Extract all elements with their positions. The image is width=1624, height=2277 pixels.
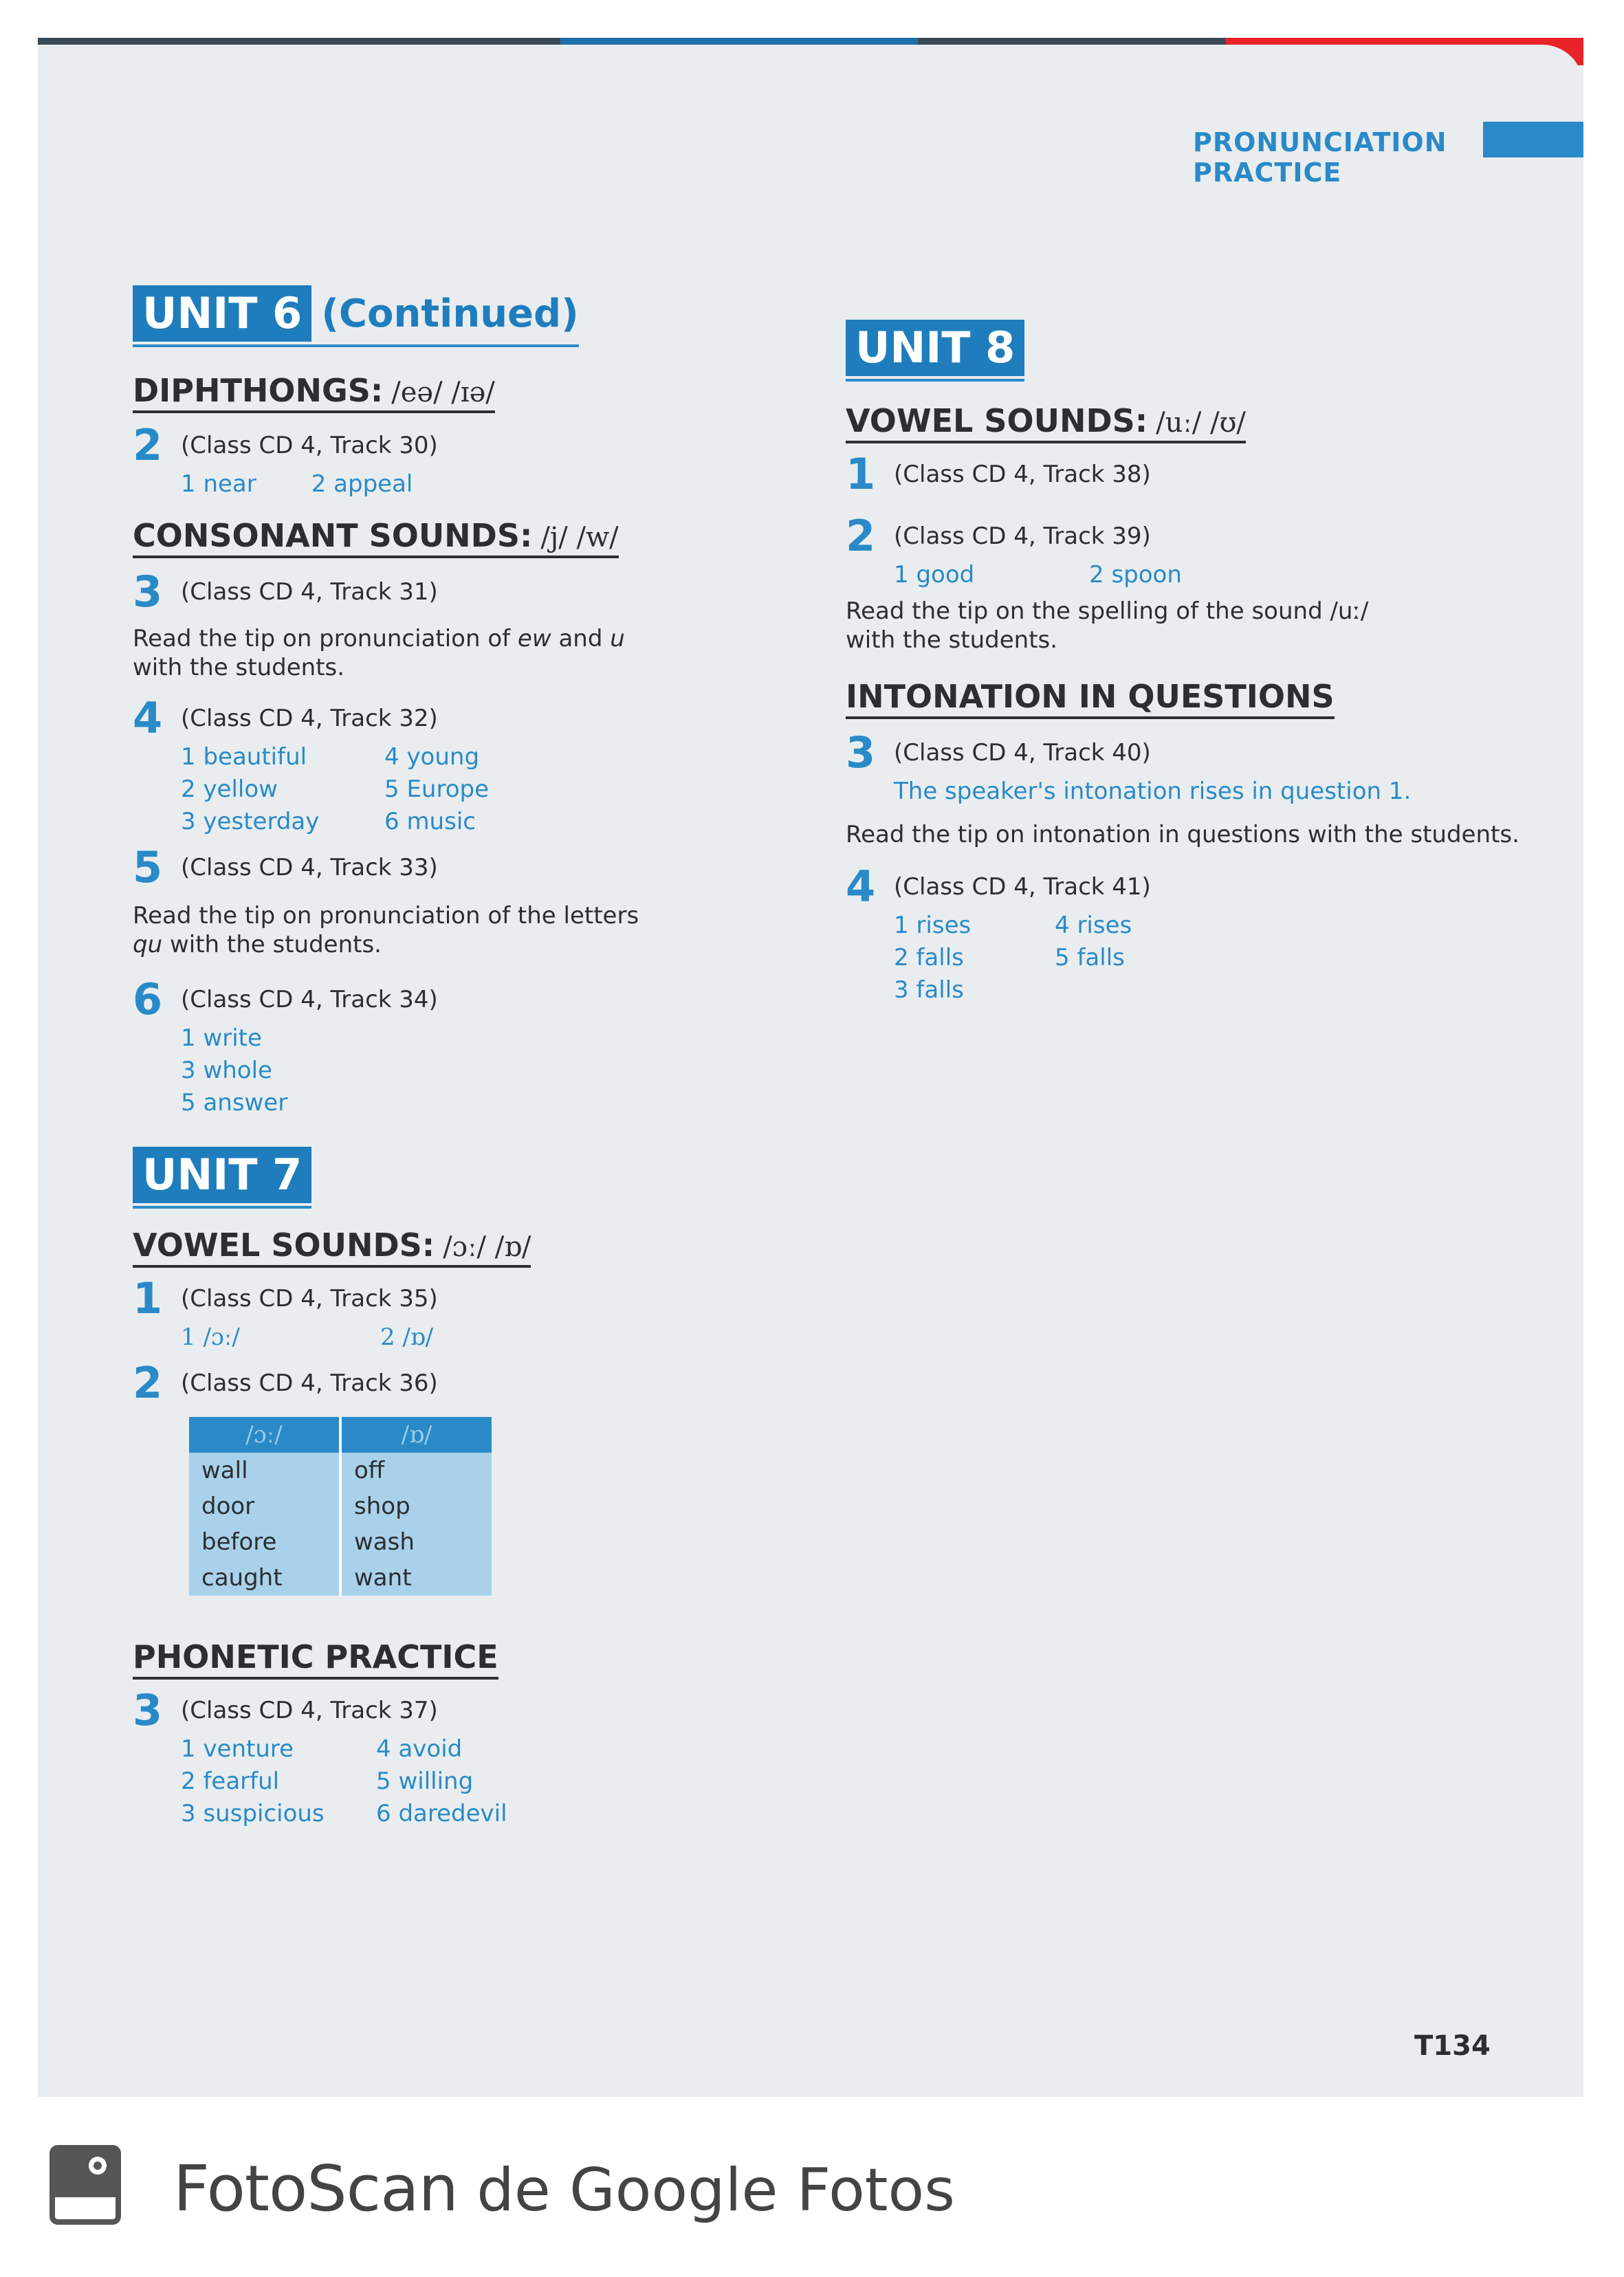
track-reference: (Class CD 4, Track 37) <box>181 1697 438 1724</box>
exercise-5 <box>133 842 793 892</box>
exercise-number: 3 <box>133 1685 163 1735</box>
exercise-6 <box>133 974 793 1119</box>
table-cell: wash <box>340 1524 492 1560</box>
table-cell: before <box>189 1524 340 1560</box>
table-row <box>189 1488 492 1524</box>
exercise-number: 1 <box>846 449 876 499</box>
unit-badge: UNIT 8 <box>846 320 1024 376</box>
track-reference: (Class CD 4, Track 30) <box>181 432 438 459</box>
running-header: PRONUNCIATION PRACTICE <box>1193 127 1447 188</box>
table-cell: wall <box>189 1453 340 1488</box>
answer: 3 falls <box>894 976 964 1004</box>
header-accent-bar <box>1483 122 1583 157</box>
scanned-page-photo <box>38 38 1583 2097</box>
tip-note: Read the tip on pronunciation of the letters qu with the students. <box>133 902 639 958</box>
answer: 1 beautiful <box>181 743 307 771</box>
exercise-number: 4 <box>133 693 163 743</box>
section-title: CONSONANT SOUNDS: <box>133 517 533 554</box>
tip-note: Read the tip on intonation in questions with the students. <box>846 821 1519 848</box>
table-cell: shop <box>340 1488 492 1524</box>
unit-7-heading <box>133 1147 311 1209</box>
answer: 5 falls <box>1055 944 1125 971</box>
sound-table <box>189 1417 492 1596</box>
table-cell: caught <box>189 1560 340 1596</box>
unit-badge: UNIT 6 <box>133 285 311 342</box>
answer: 4 young <box>384 743 480 771</box>
exercise-3 <box>133 566 793 617</box>
exercise-number: 5 <box>133 842 163 892</box>
tip-note: Read the tip on the spelling of the sound /uː/ with the students. <box>846 597 1369 654</box>
phonetic-symbols: /uː/ /ʊ/ <box>1156 407 1246 439</box>
track-reference: (Class CD 4, Track 35) <box>181 1285 438 1312</box>
exercise-3 <box>846 727 1533 808</box>
phonetic-symbols: /eə/ /ɪə/ <box>391 377 495 408</box>
exercise-number: 3 <box>133 566 163 617</box>
track-reference: (Class CD 4, Track 33) <box>181 854 438 881</box>
answer: 2 spoon <box>1089 561 1182 588</box>
answer: 2 appeal <box>311 470 413 498</box>
left-column <box>133 285 793 1830</box>
answer: 6 music <box>384 808 476 835</box>
unit-8-heading <box>846 320 1024 382</box>
track-reference: (Class CD 4, Track 34) <box>181 986 438 1013</box>
section-consonant-sounds <box>133 517 793 558</box>
answer: 1 near <box>181 470 256 498</box>
answer: 6 daredevil <box>376 1800 507 1827</box>
answer: 1 /ɔː/ <box>181 1323 240 1351</box>
exercise-1 <box>133 1273 793 1354</box>
exercise-4 <box>846 861 1533 1006</box>
exercise-number: 2 <box>133 420 163 470</box>
answer: 2 falls <box>894 944 964 971</box>
answer: 3 yesterday <box>181 808 320 835</box>
section-vowel-sounds <box>846 402 1533 443</box>
track-reference: (Class CD 4, Track 36) <box>181 1370 438 1397</box>
answer: 5 willing <box>376 1768 474 1795</box>
answer: 2 fearful <box>181 1768 280 1795</box>
table-row <box>189 1453 492 1488</box>
answer <box>1055 974 1192 1006</box>
exercise-number: 4 <box>846 861 876 912</box>
table-cell: want <box>340 1560 492 1596</box>
photo-scan-icon <box>50 2145 121 2225</box>
table-row <box>189 1560 492 1596</box>
section-title: PHONETIC PRACTICE <box>133 1638 498 1680</box>
answer: 5 Europe <box>384 776 490 803</box>
section-intonation <box>846 678 1533 719</box>
footer-brand: FotoScan <box>173 2152 458 2225</box>
answer: 3 suspicious <box>181 1800 325 1827</box>
track-reference: (Class CD 4, Track 38) <box>894 461 1151 488</box>
table-header: /ɒ/ <box>340 1417 492 1453</box>
track-reference: (Class CD 4, Track 39) <box>894 522 1151 550</box>
exercise-number: 2 <box>133 1358 163 1408</box>
answer: 2 yellow <box>181 776 278 803</box>
page-number: T134 <box>1414 2030 1491 2062</box>
unit-continued: (Continued) <box>321 291 579 336</box>
track-reference: (Class CD 4, Track 31) <box>181 578 438 606</box>
answer: 1 rises <box>894 912 972 939</box>
section-vowel-sounds <box>133 1226 793 1268</box>
track-reference: (Class CD 4, Track 40) <box>894 739 1151 767</box>
exercise-number: 6 <box>133 974 163 1024</box>
exercise-number: 2 <box>846 511 876 561</box>
exercise-3 <box>133 1685 793 1830</box>
unit-6-heading <box>133 285 579 347</box>
footer-rest: de Google Fotos <box>457 2156 955 2225</box>
tip-note: Read the tip on pronunciation of ew and u with the students. <box>133 625 625 681</box>
exercise-2 <box>846 511 1533 591</box>
answer: The speaker's intonation rises in question 1. <box>894 778 1412 805</box>
track-reference: (Class CD 4, Track 32) <box>181 705 438 732</box>
answer: 3 whole <box>181 1057 272 1084</box>
table-cell: door <box>189 1488 340 1524</box>
table-row <box>189 1524 492 1560</box>
answer: 2 /ɒ/ <box>380 1323 434 1351</box>
section-title: DIPHTHONGS: <box>133 372 384 409</box>
footer-text <box>173 2152 955 2225</box>
exercise-number: 3 <box>846 727 876 778</box>
exercise-number: 1 <box>133 1273 163 1323</box>
table-cell: off <box>340 1453 492 1488</box>
section-title: VOWEL SOUNDS: <box>846 402 1148 439</box>
answer: 1 write <box>181 1024 262 1052</box>
phonetic-symbols: /j/ /w/ <box>540 522 619 553</box>
answer: 4 rises <box>1055 912 1132 939</box>
answer: 1 venture <box>181 1735 294 1763</box>
track-reference: (Class CD 4, Track 41) <box>894 873 1151 901</box>
section-title: VOWEL SOUNDS: <box>133 1226 435 1264</box>
exercise-4 <box>133 693 793 838</box>
footer-watermark <box>0 2097 1624 2277</box>
page-sheet <box>38 45 1583 2097</box>
exercise-2 <box>133 1358 793 1408</box>
phonetic-symbols: /ɔː/ /ɒ/ <box>443 1231 531 1263</box>
answer: 1 good <box>894 561 975 588</box>
answer: 4 avoid <box>376 1735 463 1763</box>
answer: 5 answer <box>181 1089 288 1116</box>
unit-badge: UNIT 7 <box>133 1147 311 1203</box>
section-title: INTONATION IN QUESTIONS <box>846 678 1335 719</box>
right-column <box>846 320 1533 1006</box>
exercise-2 <box>133 420 793 500</box>
table-header: /ɔː/ <box>189 1417 340 1453</box>
section-phonetic-practice <box>133 1638 793 1680</box>
section-diphthongs <box>133 372 793 413</box>
exercise-1 <box>846 449 1533 499</box>
